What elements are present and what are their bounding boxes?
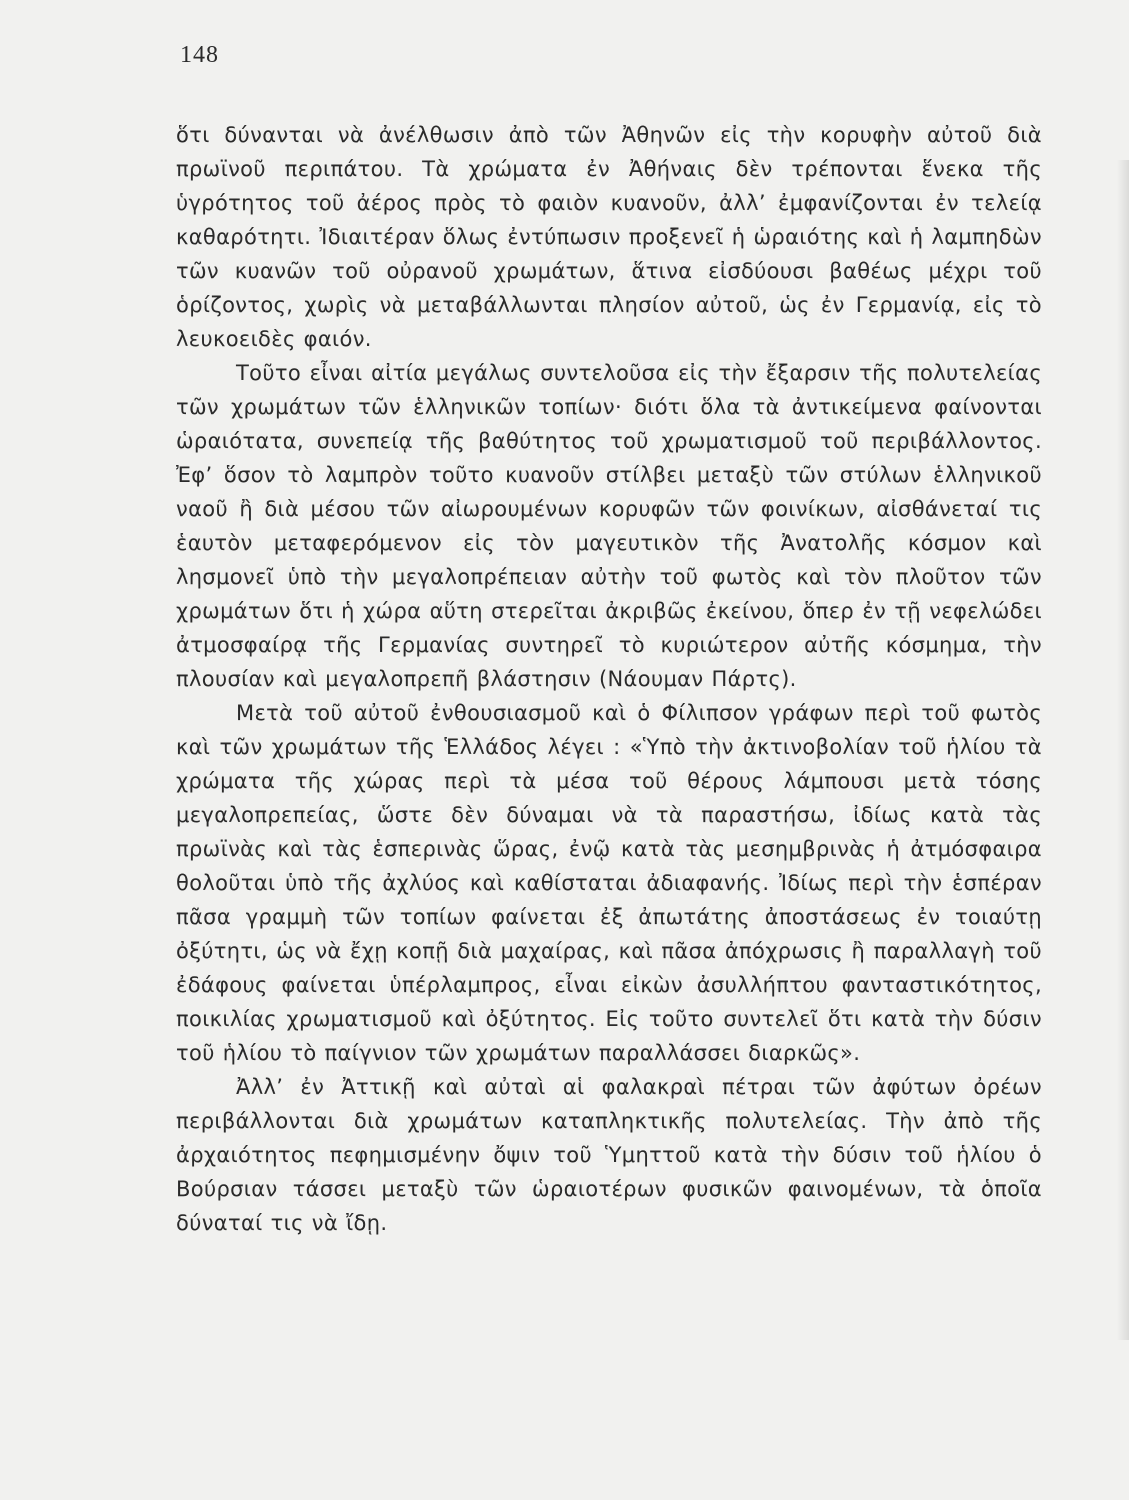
paragraph-4: Ἀλλ’ ἐν Ἀττικῇ καὶ αὐταὶ αἱ φαλακραὶ πέτραι τῶν ἀφύτων ὀρέων περιβάλλονται διὰ χρωμάτων καταπληκτικῆς πολυτελείας. Τὴν ἀπὸ τῆς ἀρχαιότητος πεφημισμένην ὄψιν τοῦ Ὑμηττοῦ κατὰ τὴν δύσιν τοῦ ἡλίου ὁ Βούρσιαν τάσσει μεταξὺ τῶν ὡραιοτέρων φυσικῶν φαινομένων, τὰ ὁποῖα δύναταί τις νὰ ἴδῃ.: [176, 1075, 1042, 1235]
body-text: [176, 118, 1042, 1240]
page-edge-shadow: [1117, 160, 1129, 1340]
page-number: 148: [180, 42, 219, 68]
paragraph-3: Μετὰ τοῦ αὐτοῦ ἐνθουσιασμοῦ καὶ ὁ Φίλιπσον γράφων περὶ τοῦ φωτὸς καὶ τῶν χρωμάτων τῆς Ἑλλάδος λέγει : «Ὑπὸ τὴν ἀκτινοβολίαν τοῦ ἡλίου τὰ χρώματα τῆς χώρας περὶ τὰ μέσα τοῦ θέρους λάμπουσι μετὰ τόσης μεγαλοπρεπείας, ὥστε δὲν δύναμαι νὰ τὰ παραστήσω, ἰδίως κατὰ τὰς πρωϊνὰς καὶ τὰς ἑσπερινὰς ὥρας, ἐνῷ κατὰ τὰς μεσημβρινὰς ἡ ἀτμόσφαιρα θολοῦται ὑπὸ τῆς ἀχλύος καὶ καθίσταται ἀδιαφανής. Ἰδίως περὶ τὴν ἑσπέραν πᾶσα γραμμὴ τῶν τοπίων φαίνεται ἐξ ἀπωτάτης ἀποστάσεως ἐν τοιαύτῃ ὀξύτητι, ὡς νὰ ἔχῃ κοπῇ διὰ μαχαίρας, καὶ πᾶσα ἀπόχρωσις ἢ παραλλαγὴ τοῦ ἐδάφους φαίνεται ὑπέρλαμπρος, εἶναι εἰκὼν ἀσυλλήπτου φανταστικότητος, ποικιλίας χρωματισμοῦ καὶ ὀξύτητος. Εἰς τοῦτο συντελεῖ ὅτι κατὰ τὴν δύσιν τοῦ ἡλίου τὸ παίγνιον τῶν χρωμάτων παραλλάσσει διαρκῶς».: [176, 701, 1042, 1065]
paragraph-2: Τοῦτο εἶναι αἰτία μεγάλως συντελοῦσα εἰς τὴν ἔξαρσιν τῆς πολυτελείας τῶν χρωμάτων τῶν ἑλληνικῶν τοπίων· διότι ὅλα τὰ ἀντικείμενα φαίνονται ὡραιότατα, συνεπείᾳ τῆς βαθύτητος τοῦ χρωματισμοῦ τοῦ περιβάλλοντος. Ἐφ’ ὅσον τὸ λαμπρὸν τοῦτο κυανοῦν στίλβει μεταξὺ τῶν στύλων ἑλληνικοῦ ναοῦ ἢ διὰ μέσου τῶν αἰωρουμένων κορυφῶν τῶν φοινίκων, αἰσθάνεταί τις ἑαυτὸν μεταφερόμενον εἰς τὸν μαγευτικὸν τῆς Ἀνατολῆς κόσμον καὶ λησμονεῖ ὑπὸ τὴν μεγαλοπρέπειαν αὐτὴν τοῦ φωτὸς καὶ τὸν πλοῦτον τῶν χρωμάτων ὅτι ἡ χώρα αὕτη στερεῖται ἀκριβῶς ἐκείνου, ὅπερ ἐν τῇ νεφελώδει ἀτμοσφαίρᾳ τῆς Γερμανίας συντηρεῖ τὸ κυριώτερον αὐτῆς κόσμημα, τὴν πλουσίαν καὶ μεγαλοπρεπῆ βλάστησιν (Νάουμαν Πάρτς).: [176, 361, 1042, 691]
paragraph-1: ὅτι δύνανται νὰ ἀνέλθωσιν ἀπὸ τῶν Ἀθηνῶν εἰς τὴν κορυφὴν αὐτοῦ διὰ πρωϊνοῦ περιπάτου. Τὰ χρώματα ἐν Ἀθήναις δὲν τρέπονται ἕνεκα τῆς ὑγρότητος τοῦ ἀέρος πρὸς τὸ φαιὸν κυανοῦν, ἀλλ’ ἐμφανίζονται ἐν τελείᾳ καθαρότητι. Ἰδιαιτέραν ὅλως ἐντύπωσιν προξενεῖ ἡ ὡραιότης καὶ ἡ λαμπηδὼν τῶν κυανῶν τοῦ οὐρανοῦ χρωμάτων, ἅτινα εἰσδύουσι βαθέως μέχρι τοῦ ὁρίζοντος, χωρὶς νὰ μεταβάλλωνται πλησίον αὐτοῦ, ὡς ἐν Γερμανίᾳ, εἰς τὸ λευκοειδὲς φαιόν.: [176, 123, 1042, 351]
